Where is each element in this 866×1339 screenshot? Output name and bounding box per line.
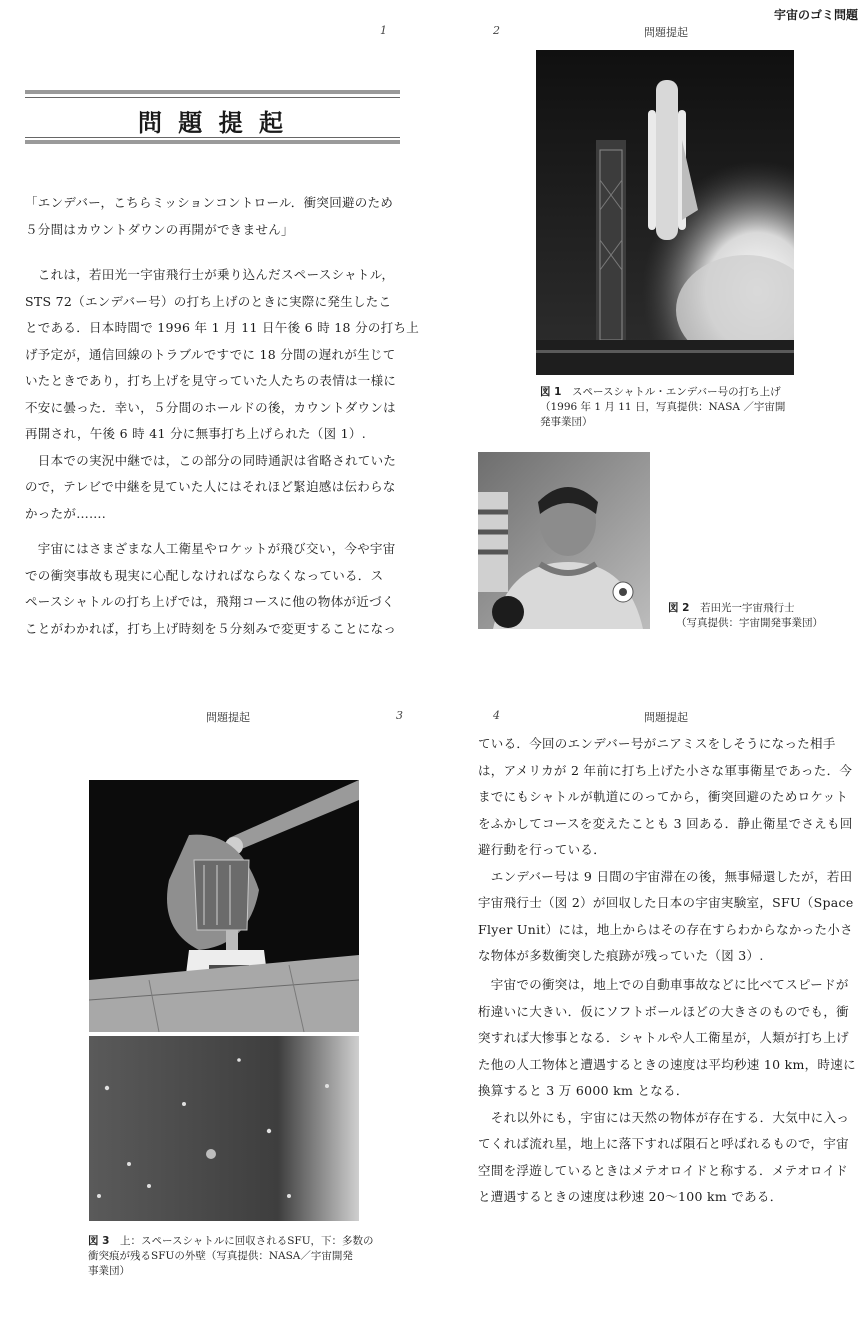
text-line: 宇宙飛行士（図 2）が回収した日本の宇宙実験室，SFU（Space [478, 895, 854, 910]
text-line: STS 72（エンデバー号）の打ち上げのときに実際に発生したこ [25, 293, 392, 309]
opening-quote [25, 190, 393, 243]
text-line: 突すれば大惨事となる．シャトルや人工衛星が，人類が打ち上げ [478, 1030, 849, 1045]
text-line: 桁違いに大きい．仮にソフトボールほどの大きさのものでも，衝 [478, 1003, 849, 1019]
text-line: これは，若田光一宇宙飛行士が乗り込んだスペースシャトル， [25, 267, 395, 282]
text-line: いたときであり，打ち上げを見守っていた人たちの表情は一様に [25, 373, 397, 388]
text-line: 宇宙での衝突は，地上での自動車事故などに比べてスピードが [478, 977, 849, 992]
caption-line: 事業団） [88, 1265, 130, 1277]
text-line: 「エンデバー，こちらミッションコントロール．衝突回避のため [25, 195, 394, 210]
figure-label: 図 3 [88, 1235, 110, 1247]
text-line: ペースシャトルの打ち上げでは，飛翔コースに他の物体が近づく [25, 594, 395, 609]
text-line: てくれば流れ星，地上に落下すれば隕石と呼ばれるもので，宇宙 [478, 1136, 849, 1151]
text-line: をふかしてコースを変えたことも 3 回ある．静止衛星でさえも回 [478, 815, 853, 831]
text-line: ５分間はカウントダウンの再開ができません」 [25, 221, 294, 237]
page-number-3: 3 [396, 709, 403, 722]
text-line: それ以外にも，宇宙には天然の物体が存在する．大気中に入っ [478, 1109, 850, 1125]
caption-line: 若田光一宇宙飛行士 [699, 602, 795, 614]
text-line: Flyer Unit）には，地上からはその存在すらわからなかった小さ [478, 921, 853, 937]
book-title: 宇宙のゴミ問題 [773, 8, 858, 22]
shuttle-launch-photo [536, 50, 794, 375]
caption-line: スペースシャトル・エンデバー号の打ち上げ [571, 386, 781, 398]
text-line: 宇宙にはさまざまな人工衛星やロケットが飛び交い，今や宇宙 [25, 541, 396, 556]
text-line: た他の人工物体と遭遇するときの速度は平均秒速 10 km，時速に [478, 1056, 856, 1072]
figure-2-caption [668, 601, 823, 631]
page4-paragraph-2 [478, 972, 856, 1211]
text-line: かったが……. [25, 505, 107, 521]
text-line: 換算すると 3 万 6000 km となる． [478, 1083, 689, 1098]
page-number-1: 1 [380, 24, 387, 37]
text-line: と遭遇するときの速度は秒速 20〜100 km である． [478, 1189, 783, 1204]
text-line: エンデバー号は 9 日間の宇宙滞在の後，無事帰還したが，若田 [478, 868, 853, 884]
figure-label: 図 1 [540, 386, 562, 398]
page1-paragraph-1 [25, 262, 419, 527]
caption-line: （写真提供：宇宙開発事業団） [676, 617, 823, 629]
text-line: ことがわかれば，打ち上げ時刻を５分刻みで変更することになっ [25, 620, 397, 636]
running-section-header: 問題提起 [206, 711, 250, 724]
page1-paragraph-2 [25, 536, 396, 642]
figure-label: 図 2 [668, 602, 690, 614]
caption-line: 上：スペースシャトルに回収されるSFU，下：多数の [119, 1235, 374, 1247]
text-line: までにもシャトルが軌道にのってから，衝突回避のためロケット [478, 789, 849, 804]
text-line: での衝突事故も現実に心配しなければならなくなっている．ス [25, 567, 384, 583]
text-line: な物体が多数衝突した痕跡が残っていた（図 3）. [478, 948, 764, 963]
page4-paragraph-1 [478, 731, 854, 970]
page-number-2: 2 [493, 24, 500, 37]
figure-1-caption [540, 385, 785, 430]
text-line: 日本での実況中継では，この部分の同時通訳は省略されていた [25, 452, 397, 468]
figure-3-caption [88, 1234, 374, 1279]
chapter-heading: 問 題 提 起 [137, 108, 288, 137]
text-line: げ予定が，通信回線のトラブルですでに 18 分間の遅れが生じて [25, 346, 396, 362]
text-line: 空間を浮遊しているときはメテオロイドと称する．メテオロイド [478, 1162, 848, 1178]
running-section-header: 問題提起 [644, 26, 688, 39]
text-line: 不安に曇った．幸い，５分間のホールドの後，カウントダウンは [25, 399, 396, 415]
text-line: ので，テレビで中継を見ていた人にはそれほど緊迫感は伝わらな [25, 479, 396, 494]
text-line: は，アメリカが 2 年前に打ち上げた小さな軍事衛星であった．今 [478, 762, 853, 778]
text-line: 避行動を行っている． [478, 842, 607, 857]
astronaut-portrait-photo [478, 452, 650, 629]
text-line: 再開され，午後 6 時 41 分に無事打ち上げられた（図 1）. [25, 426, 367, 441]
sfu-retrieval-photo [89, 780, 359, 1032]
caption-line: （1996 年 1 月 11 日，写真提供：NASA ／宇宙開 [540, 401, 786, 413]
text-line: とである．日本時間で 1996 年 1 月 11 日午後 6 時 18 分の打ち上 [25, 320, 420, 335]
sfu-wall-impacts-photo [89, 1036, 359, 1221]
page-number-4: 4 [493, 709, 500, 722]
caption-line: 衝突痕が残るSFUの外壁（写真提供：NASA／宇宙開発 [88, 1250, 353, 1262]
caption-line: 発事業団） [540, 416, 593, 428]
chapter-heading-block [25, 90, 400, 146]
running-section-header: 問題提起 [644, 711, 688, 724]
text-line: ている．今回のエンデバー号がニアミスをしそうになった相手 [478, 736, 836, 751]
